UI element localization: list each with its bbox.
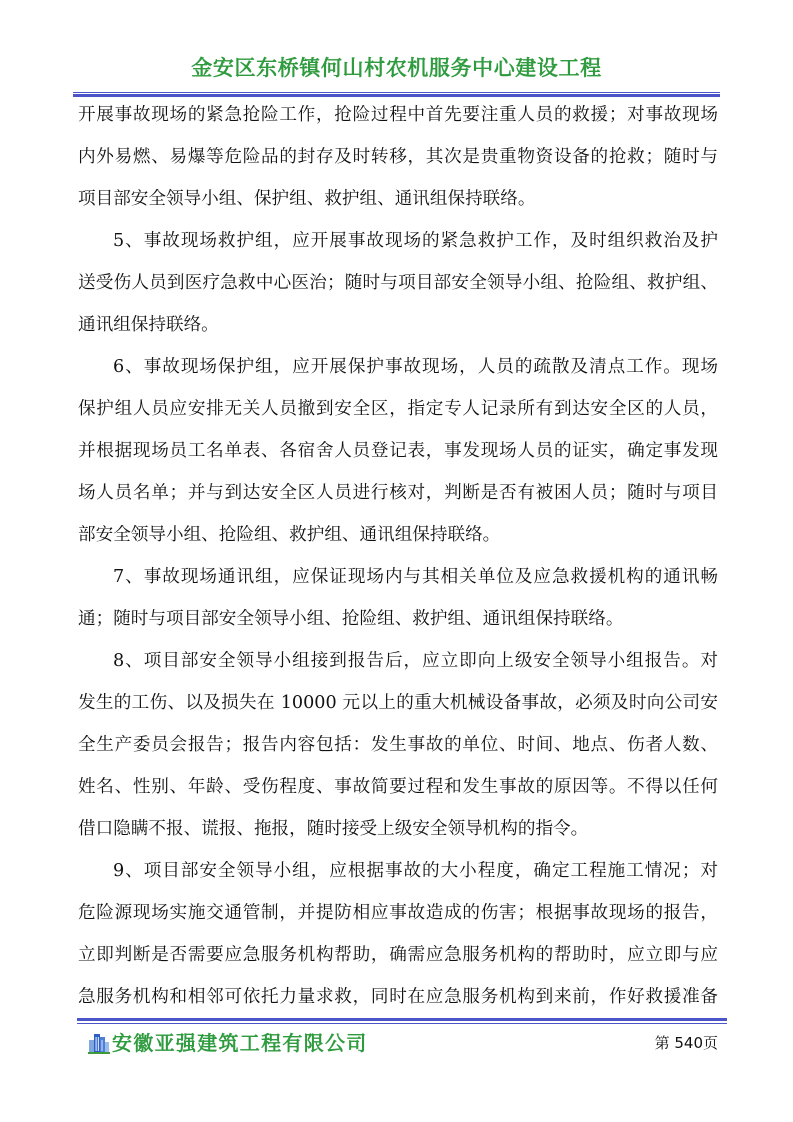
text-line: 发生的工伤、以及损失在 10000 元以上的重大机械设备事故，必须及时向公司安 (78, 693, 718, 713)
text-line: 通；随时与项目部安全领导小组、抢险组、救护组、通讯组保持联络。 (78, 609, 624, 629)
page-number: 第 540页 (654, 1034, 718, 1052)
text-line: 开展事故现场的紧急抢险工作，抢险过程中首先要注重人员的救援；对事故现场 (78, 105, 718, 125)
running-header-title: 金安区东桥镇何山村农机服务中心建设工程 (191, 56, 602, 80)
body-text (78, 94, 718, 1018)
paragraph (78, 346, 718, 556)
text-line: 全生产委员会报告；报告内容包括：发生事故的单位、时间、地点、伤者人数、 (78, 735, 718, 755)
text-line: 8、项目部安全领导小组接到报告后，应立即向上级安全领导小组报告。对 (113, 651, 718, 671)
text-line: 部安全领导小组、抢险组、救护组、通讯组保持联络。 (78, 525, 501, 545)
text-line: 项目部安全领导小组、保护组、救护组、通讯组保持联络。 (78, 189, 536, 209)
text-line: 5、事故现场救护组，应开展事故现场的紧急救护工作，及时组织救治及护 (113, 231, 718, 251)
text-line: 送受伤人员到医疗急救中心医治；随时与项目部安全领导小组、抢险组、救护组、 (78, 273, 718, 293)
text-line: 并根据现场员工名单表、各宿舍人员登记表，事发现场人员的证实，确定事发现 (78, 441, 718, 461)
text-line: 场人员名单；并与到达安全区人员进行核对，判断是否有被困人员；随时与项目 (78, 483, 718, 503)
text-line: 急服务机构和相邻可依托力量求救，同时在应急服务机构到来前，作好救援准备 (78, 987, 718, 1007)
paragraph (78, 640, 718, 850)
text-line: 通讯组保持联络。 (78, 315, 219, 335)
paragraph (78, 556, 718, 640)
text-line: 借口隐瞒不报、谎报、拖报，随时接受上级安全领导机构的指令。 (78, 819, 589, 839)
building-logo-icon (88, 1031, 110, 1054)
paragraph (78, 220, 718, 346)
paragraph (78, 850, 718, 1018)
text-line: 9、项目部安全领导小组，应根据事故的大小程度，确定工程施工情况；对 (113, 861, 718, 881)
header-rule (73, 92, 720, 93)
footer-rule (77, 1023, 727, 1024)
text-line: 6、事故现场保护组，应开展保护事故现场，人员的疏散及清点工作。现场 (113, 357, 718, 377)
company-name: 安徽亚强建筑工程有限公司 (112, 1031, 368, 1055)
text-line: 立即判断是否需要应急服务机构帮助，确需应急服务机构的帮助时，应立即与应 (78, 945, 718, 965)
text-line: 7、事故现场通讯组，应保证现场内与其相关单位及应急救援机构的通讯畅 (113, 567, 718, 587)
text-line: 保护组人员应安排无关人员撤到安全区，指定专人记录所有到达安全区的人员， (78, 399, 718, 419)
text-line: 姓名、性别、年龄、受伤程度、事故简要过程和发生事故的原因等。不得以任何 (78, 777, 718, 797)
footer-rule (77, 1018, 727, 1021)
text-line: 内外易燃、易爆等危险品的封存及时转移，其次是贵重物资设备的抢救；随时与 (78, 147, 718, 167)
paragraph (78, 94, 718, 220)
text-line: 危险源现场实施交通管制，并提防相应事故造成的伤害；根据事故现场的报告， (78, 903, 718, 923)
